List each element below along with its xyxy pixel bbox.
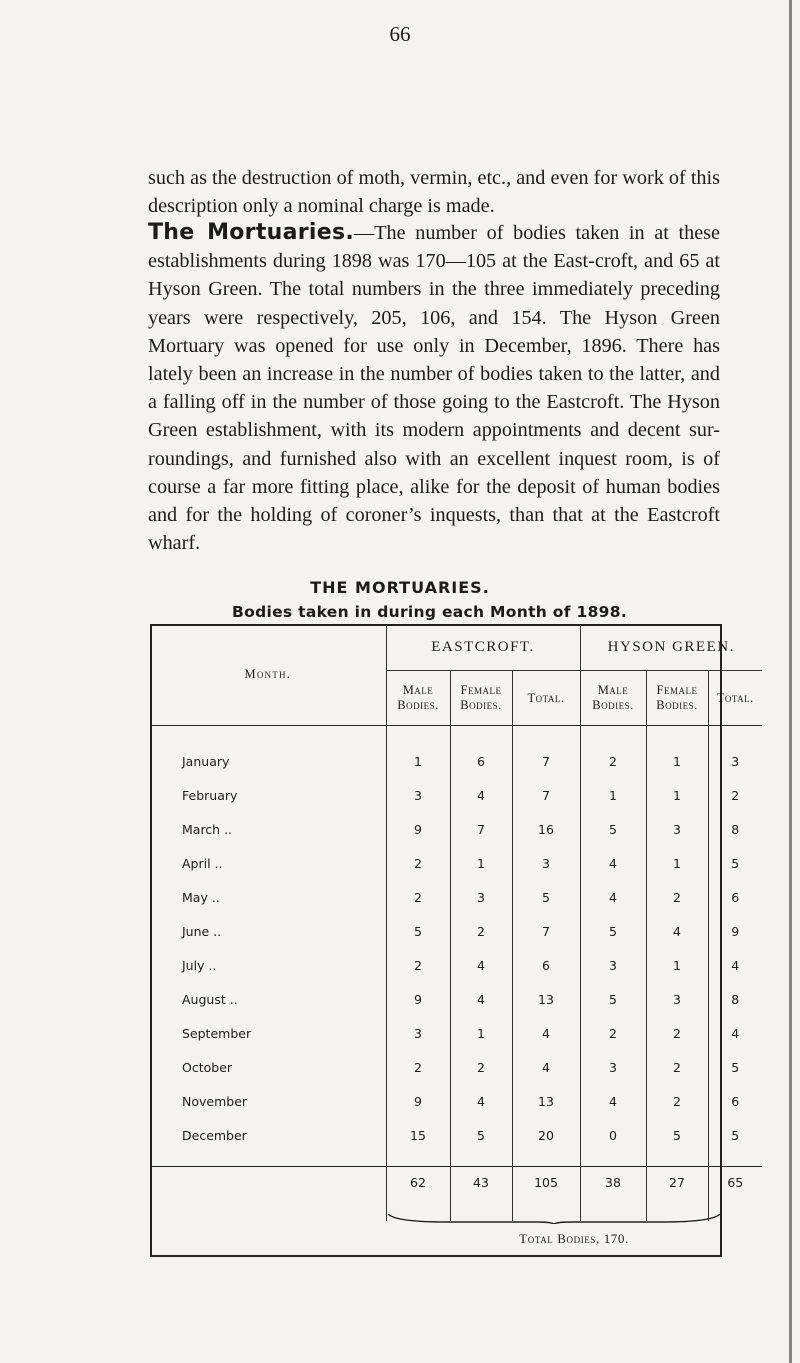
value-cell: 2	[731, 787, 740, 803]
month-cell	[150, 914, 386, 948]
paragraph-mortuaries-text: —The number of bodies taken in at these establishments during 1898 was 170—105 at the East-croft, and 65 at Hyson Green. The total numbers in the three immediately preceding years were respectively, 205, 106, and 154. The Hyson Green Mortuary was opened for use only in December, 1896. There has lately been an increase in the number of bodies taken to the latter, and a falling off in the number of those going to the Eastcroft. The Hyson Green establishment, with its modern appointments and decent sur-roundings, and furnished also with an excellent inquest room, is of course a far more fitting place, alike for the deposit of human bodies and for the holding of coroner’s inquests, than that at the Eastcroft wharf.	[148, 222, 720, 555]
value-cell: 2	[646, 1050, 708, 1084]
value-cell: 3	[450, 880, 512, 914]
value-cell: 3	[386, 1016, 450, 1050]
value-cell: 4	[731, 957, 740, 973]
value-cell: 4	[512, 1050, 580, 1084]
totals-label-cell	[150, 1167, 386, 1222]
month-cell	[150, 778, 386, 812]
eastcroft-total-header: Total.	[512, 671, 580, 726]
value-cell: 6	[512, 948, 580, 982]
total-cell: 105	[512, 1167, 580, 1222]
value-cell: 4	[450, 1084, 512, 1118]
value-cell: 7	[512, 914, 580, 948]
value-cell: 0	[580, 1118, 646, 1167]
month-name: May ..	[182, 889, 220, 905]
value-cell: 1	[386, 726, 450, 779]
month-name: March ..	[182, 821, 233, 837]
month-name: February	[182, 787, 238, 803]
hyson-female-header: Female Bodies.	[646, 671, 708, 726]
value-cell: 13	[512, 982, 580, 1016]
month-cell	[150, 1084, 386, 1118]
total-cell: 38	[580, 1167, 646, 1222]
grand-total: Total Bodies, 170.	[519, 1231, 629, 1246]
month-name: August ..	[182, 991, 238, 1007]
mortuary-table	[150, 624, 762, 1257]
hyson-total-header: Total.	[708, 671, 762, 726]
value-cell: 3	[512, 846, 580, 880]
table-row	[150, 914, 762, 948]
paragraph-mortuaries	[148, 219, 720, 557]
value-cell: 6	[731, 889, 740, 905]
total-cell: 27	[646, 1167, 708, 1222]
value-cell: 3	[580, 1050, 646, 1084]
table-row	[150, 982, 762, 1016]
value-cell: 1	[450, 1016, 512, 1050]
value-cell: 5	[731, 1127, 740, 1143]
month-name: January	[182, 753, 230, 769]
value-cell: 2	[386, 948, 450, 982]
eastcroft-group-header: EASTCROFT.	[386, 624, 580, 671]
table-row	[150, 880, 762, 914]
total-cell: 65	[708, 1167, 762, 1222]
total-cell: 62	[386, 1167, 450, 1222]
value-cell: 5	[386, 914, 450, 948]
table-row	[150, 948, 762, 982]
total-brace	[386, 1214, 722, 1224]
month-name: November	[182, 1093, 248, 1109]
table-title: THE MORTUARIES.	[310, 578, 490, 597]
value-cell: 4	[731, 1025, 740, 1041]
value-cell: 5	[580, 982, 646, 1016]
value-cell: 8	[731, 991, 740, 1007]
value-cell: 7	[450, 812, 512, 846]
month-name: April ..	[182, 855, 223, 871]
value-cell: 16	[512, 812, 580, 846]
value-cell: 8	[731, 821, 740, 837]
month-cell	[150, 1016, 386, 1050]
table-row	[150, 812, 762, 846]
month-name: December	[182, 1127, 247, 1143]
value-cell: 7	[512, 726, 580, 779]
value-cell: 4	[580, 1084, 646, 1118]
value-cell: 5	[580, 914, 646, 948]
value-cell: 1	[646, 846, 708, 880]
month-cell	[150, 1118, 386, 1167]
value-cell: 4	[512, 1016, 580, 1050]
value-cell: 3	[386, 778, 450, 812]
table-row	[150, 846, 762, 880]
eastcroft-male-header: Male Bodies.	[386, 671, 450, 726]
value-cell: 4	[580, 846, 646, 880]
value-cell: 13	[512, 1084, 580, 1118]
month-name: June ..	[182, 923, 222, 939]
table-row	[150, 1118, 762, 1167]
month-cell	[150, 812, 386, 846]
value-cell: 2	[646, 1016, 708, 1050]
value-cell: 5	[646, 1118, 708, 1167]
value-cell: 4	[450, 778, 512, 812]
table-subtitle: Bodies taken in during each Month of 1898.	[232, 603, 628, 621]
value-cell: 3	[646, 812, 708, 846]
month-name: September	[182, 1025, 252, 1041]
value-cell: 1	[646, 778, 708, 812]
table-row	[150, 778, 762, 812]
total-cell: 43	[450, 1167, 512, 1222]
value-cell: 2	[646, 1084, 708, 1118]
value-cell: 4	[450, 982, 512, 1016]
value-cell: 9	[386, 982, 450, 1016]
hyson-male-header: Male Bodies.	[580, 671, 646, 726]
value-cell: 5	[731, 1059, 740, 1075]
month-name: July ..	[182, 957, 217, 973]
paragraph-destruction: such as the destruction of moth, vermin, etc., and even for work of this description only a nominal charge is made.	[148, 167, 720, 218]
value-cell: 9	[386, 812, 450, 846]
eastcroft-female-header: Female Bodies.	[450, 671, 512, 726]
totals-row	[150, 1167, 762, 1222]
value-cell: 2	[386, 1050, 450, 1084]
month-column-header: Month.	[150, 624, 386, 726]
page-number: 66	[389, 22, 411, 46]
section-heading-mortuaries: The Mortuaries.	[148, 220, 355, 245]
value-cell: 6	[450, 726, 512, 779]
value-cell: 9	[386, 1084, 450, 1118]
value-cell: 15	[386, 1118, 450, 1167]
value-cell: 20	[512, 1118, 580, 1167]
value-cell: 7	[512, 778, 580, 812]
value-cell: 2	[450, 1050, 512, 1084]
value-cell: 5	[580, 812, 646, 846]
hyson-green-group-header: HYSON GREEN.	[580, 624, 762, 671]
value-cell: 4	[646, 914, 708, 948]
value-cell: 5	[731, 855, 740, 871]
value-cell: 2	[450, 914, 512, 948]
page-edge	[789, 0, 792, 1363]
value-cell: 2	[580, 1016, 646, 1050]
value-cell: 1	[646, 726, 708, 779]
month-cell	[150, 982, 386, 1016]
value-cell: 5	[512, 880, 580, 914]
value-cell: 3	[646, 982, 708, 1016]
value-cell: 2	[386, 880, 450, 914]
month-cell	[150, 846, 386, 880]
month-cell	[150, 726, 386, 779]
value-cell: 1	[580, 778, 646, 812]
table-row	[150, 1016, 762, 1050]
value-cell: 3	[580, 948, 646, 982]
value-cell: 2	[646, 880, 708, 914]
value-cell: 4	[580, 880, 646, 914]
table-row	[150, 1084, 762, 1118]
value-cell: 1	[646, 948, 708, 982]
value-cell: 3	[731, 753, 740, 769]
month-cell	[150, 1050, 386, 1084]
value-cell: 1	[450, 846, 512, 880]
grand-total-spacer	[150, 1221, 386, 1257]
month-cell	[150, 880, 386, 914]
table-row	[150, 1050, 762, 1084]
table-row	[150, 726, 762, 779]
value-cell: 6	[731, 1093, 740, 1109]
value-cell: 9	[731, 923, 740, 939]
value-cell: 2	[580, 726, 646, 779]
month-name: October	[182, 1059, 233, 1075]
month-cell	[150, 948, 386, 982]
value-cell: 5	[450, 1118, 512, 1167]
value-cell: 4	[450, 948, 512, 982]
value-cell: 2	[386, 846, 450, 880]
